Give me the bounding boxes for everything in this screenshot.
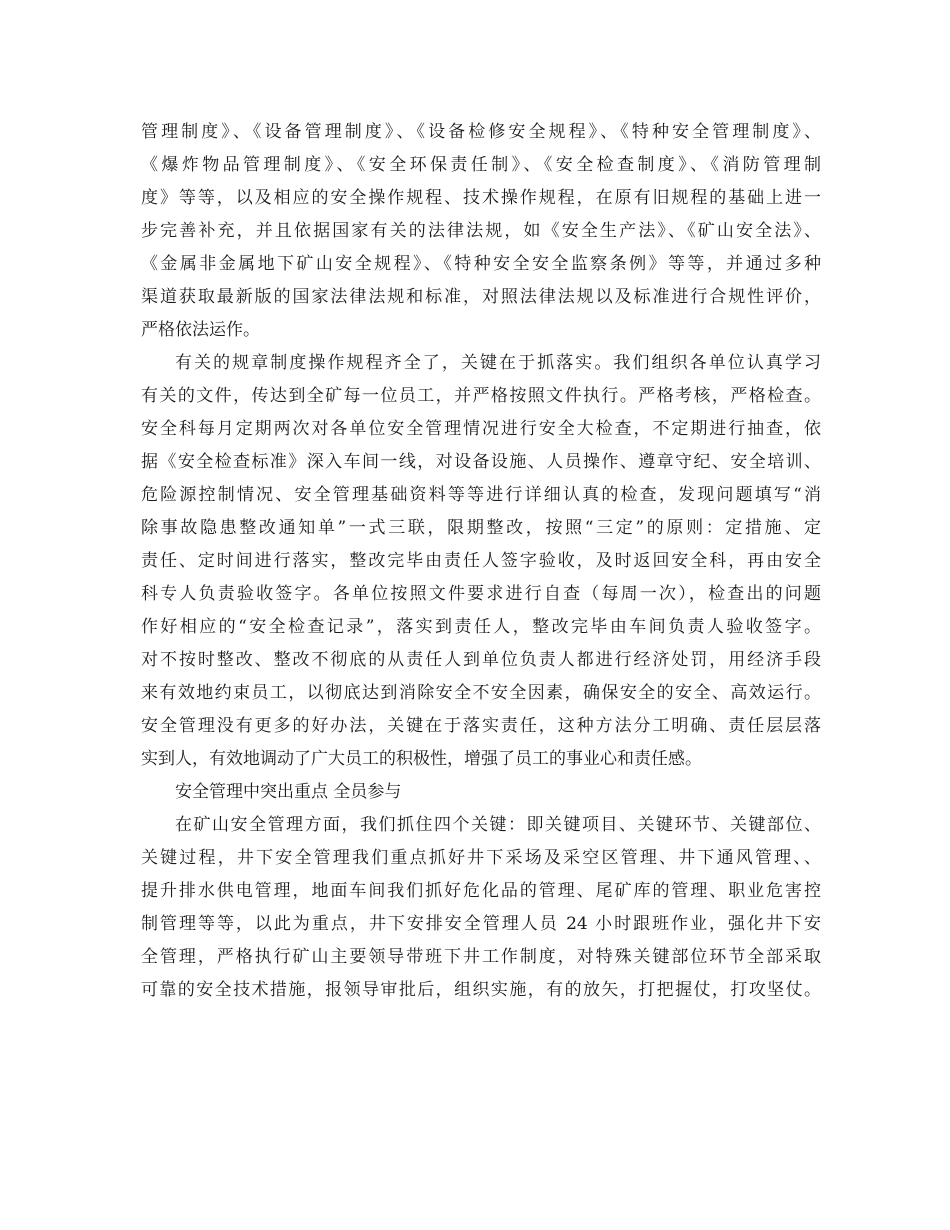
text-line: 对不按时整改、整改不彻底的从责任人到单位负责人都进行经济处罚，用经济手段 [141, 650, 821, 670]
text-line: 有关的文件，传达到全矿每一位员工，并严格按照文件执行。严格考核，严格检查。 [141, 386, 821, 406]
document-page [141, 116, 821, 1007]
text-line: 渠道获取最新版的国家法律法规和标准，对照法律法规以及标准进行合规性评价， [141, 287, 821, 307]
text-line: 责任、定时间进行落实，整改完毕由责任人签字验收，及时返回安全科，再由安全 [141, 551, 821, 571]
text-line: 科专人负责验收签字。各单位按照文件要求进行自查（每周一次），检查出的问题 [141, 584, 821, 604]
text-line: 可靠的安全技术措施，报领导审批后，组织实施，有的放矢，打把握仗，打攻坚仗。 [141, 980, 821, 1000]
text-line: 制管理等等，以此为重点，井下安排安全管理人员 24 小时跟班作业，强化井下安 [141, 914, 821, 934]
text-line: 据《安全检查标准》深入车间一线，对设备设施、人员操作、遵章守纪、安全培训、 [141, 452, 821, 472]
text-line: 关键过程，井下安全管理我们重点抓好井下采场及采空区管理、井下通风管理、、 [141, 848, 821, 868]
text-line: 《金属非金属地下矿山安全规程》、《特种安全安全监察条例》等等，并通过多种 [141, 254, 821, 274]
text-line: 作好相应的“安全检查记录”，落实到责任人，整改完毕由车间负责人验收签字。 [141, 617, 821, 637]
text-line: 来有效地约束员工，以彻底达到消除安全不安全因素，确保安全的安全、高效运行。 [141, 683, 821, 703]
text-line: 管理制度》、《设备管理制度》、《设备检修安全规程》、《特种安全管理制度》、 [141, 122, 821, 142]
text-line: 步完善补充，并且依据国家有关的法律法规，如《安全生产法》、《矿山安全法》、 [141, 221, 821, 241]
text-line: 除事故隐患整改通知单”一式三联，限期整改，按照“三定”的原则：定措施、定 [141, 518, 821, 538]
paragraph-first-line: 在矿山安全管理方面，我们抓住四个关键：即关键项目、关键环节、关键部位、 [175, 815, 821, 835]
text-line: 安全科每月定期两次对各单位安全管理情况进行安全大检查，不定期进行抽查，依 [141, 419, 821, 439]
text-line: 全管理，严格执行矿山主要领导带班下井工作制度，对特殊关键部位环节全部采取 [141, 947, 821, 967]
text-line: 度》等等，以及相应的安全操作规程、技术操作规程，在原有旧规程的基础上进一 [141, 188, 821, 208]
text-line: 《爆炸物品管理制度》、《安全环保责任制》、《安全检查制度》、《消防管理制 [141, 155, 821, 175]
paragraph-first-line: 有关的规章制度操作规程齐全了，关键在于抓落实。我们组织各单位认真学习 [175, 353, 821, 373]
text-line: 提升排水供电管理，地面车间我们抓好危化品的管理、尾矿库的管理、职业危害控 [141, 881, 821, 901]
section-heading: 安全管理中突出重点 全员参与 [175, 782, 402, 802]
text-line: 危险源控制情况、安全管理基础资料等等进行详细认真的检查，发现问题填写“消 [141, 485, 821, 505]
text-line: 安全管理没有更多的好办法，关键在于落实责任，这种方法分工明确、责任层层落 [141, 716, 821, 736]
text-line: 实到人，有效地调动了广大员工的积极性，增强了员工的事业心和责任感。 [141, 749, 702, 769]
text-line: 严格依法运作。 [141, 320, 260, 340]
